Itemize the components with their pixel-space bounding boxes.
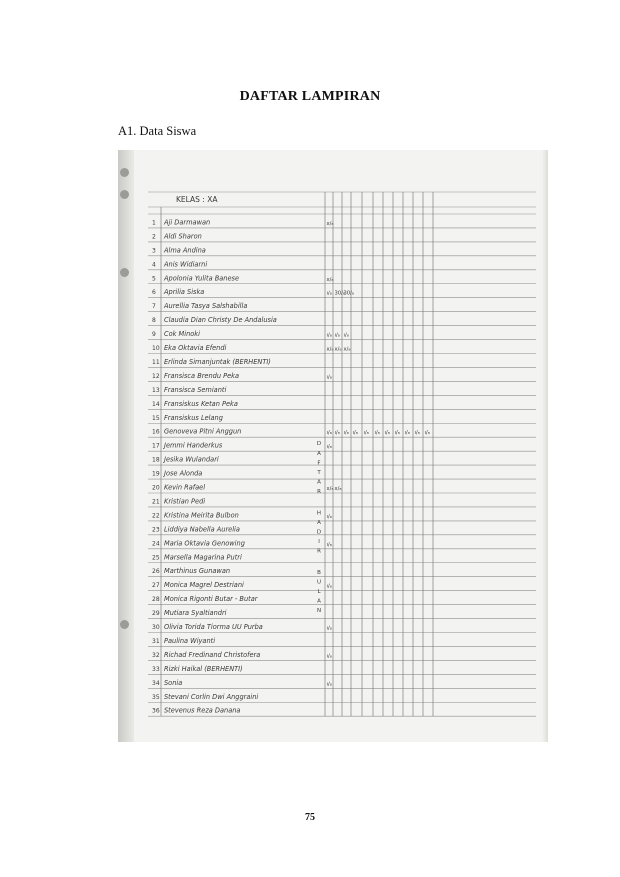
student-name: Monica Rigonti Butar - Butar: [164, 595, 258, 604]
student-name: Jesika Wulandari: [164, 455, 219, 464]
student-name: Alma Andina: [164, 246, 206, 255]
attendance-mark: ı/₈: [326, 444, 332, 451]
vertical-label-letter: T: [317, 470, 321, 476]
vertical-label: [316, 441, 321, 614]
student-name: Aurellia Tasya Salshabilla: [164, 302, 248, 311]
student-name: Maria Oktavia Genowing: [164, 539, 245, 548]
attendance-mark: ı/₈: [404, 430, 410, 437]
attendance-mark: x/₈: [326, 220, 334, 227]
vertical-label-letter: F: [317, 460, 321, 467]
student-name: Genoveva Pitni Anggun: [164, 427, 242, 436]
student-number: 4: [152, 261, 156, 269]
attendance-mark: ı/₈: [363, 430, 369, 437]
student-name: Rizki Haikal (BERHENTI): [164, 664, 243, 673]
vertical-label-letter: A: [317, 598, 321, 605]
student-name: Erlinda Simanjuntak (BERHENTI): [164, 357, 271, 366]
student-number: 11: [152, 358, 160, 366]
attendance-mark: ı/₈: [326, 430, 332, 437]
attendance-mark: 30/₈: [343, 290, 354, 297]
student-number: 14: [152, 400, 160, 408]
student-name: Olivia Torida Tiorma UU Purba: [164, 623, 263, 631]
vertical-label-letter: I: [318, 539, 320, 546]
student-name: Stevani Corlin Dwi Anggraini: [164, 692, 259, 701]
section-heading: A1. Data Siswa: [118, 124, 197, 138]
student-number: 9: [152, 331, 156, 339]
student-name: Marsella Magarina Putri: [164, 553, 242, 562]
student-name: Aji Darmawan: [164, 218, 211, 227]
student-number: 34: [152, 679, 160, 687]
student-number: 36: [152, 707, 160, 715]
vertical-label-letter: D: [316, 529, 322, 536]
student-number: 24: [152, 540, 160, 548]
student-number: 22: [152, 512, 160, 520]
student-number: 20: [152, 484, 160, 492]
student-name: Paulina Wiyanti: [164, 636, 216, 645]
attendance-mark: x/₈: [334, 346, 342, 353]
vertical-label-letter: A: [317, 519, 321, 526]
student-name: Stevenus Reza Danana: [164, 706, 241, 715]
attendance-mark: ı/₈: [326, 374, 332, 381]
student-number: 5: [152, 275, 156, 283]
student-number: 6: [152, 289, 156, 297]
vertical-label-letter: D: [316, 441, 322, 448]
student-number: 28: [152, 596, 160, 604]
attendance-mark: ı/₈: [352, 430, 358, 437]
page-number: 75: [305, 812, 315, 823]
vertical-label-letter: R: [317, 548, 321, 555]
class-label: KELAS : XA: [176, 195, 218, 204]
attendance-mark: x/₈: [343, 346, 351, 353]
vertical-label-letter: L: [317, 589, 321, 596]
attendance-grid: [118, 150, 548, 742]
student-name: Cok Minoki: [164, 330, 200, 339]
student-number: 33: [152, 665, 160, 673]
vertical-label-letter: H: [316, 510, 322, 517]
attendance-mark: ı/₈: [414, 430, 420, 437]
student-number: 3: [152, 247, 156, 255]
attendance-mark: ı/₈: [394, 430, 400, 437]
attendance-mark: ı/₈: [424, 430, 430, 437]
student-name: Kristina Meirita Bulbon: [164, 511, 239, 520]
student-number: 1: [152, 219, 156, 227]
student-name: Fransiskus Lelang: [164, 413, 223, 422]
student-number: 15: [152, 414, 160, 422]
student-name: Marthinus Gunawan: [164, 567, 231, 576]
attendance-mark: ı/₈: [326, 681, 332, 688]
student-number: 10: [152, 345, 160, 352]
attendance-mark: x/₈: [334, 486, 342, 492]
student-name: Mutiara Syaltiandri: [164, 609, 227, 618]
vertical-label-letter: B: [317, 569, 321, 576]
student-number: 26: [152, 568, 160, 576]
attendance-mark: ı/₈: [343, 332, 349, 339]
student-name: Monica Magrel Destriani: [164, 581, 244, 590]
attendance-mark: ı/₈: [343, 430, 349, 437]
student-name: Sonia: [164, 678, 183, 687]
student-name: Jemmi Handerkus: [164, 441, 223, 450]
vertical-label-letter: N: [316, 608, 322, 615]
student-name: Apolonia Yulita Banese: [164, 274, 240, 283]
student-name: Richad Fredinand Christofera: [164, 650, 261, 659]
student-name: Fransisca Brendu Peka: [164, 371, 240, 380]
vertical-label-letter: A: [317, 479, 321, 486]
attendance-mark: ı/₈: [334, 430, 340, 437]
student-number: 29: [152, 610, 160, 618]
student-rows: [152, 218, 277, 714]
student-number: 2: [152, 233, 156, 241]
student-number: 8: [152, 317, 156, 325]
vertical-label-letter: U: [316, 579, 322, 586]
attendance-mark: ı/₈: [326, 290, 332, 297]
student-name: Anis Widiarni: [164, 260, 208, 269]
attendance-mark: ı/₈: [326, 541, 332, 548]
attendance-mark: ı/₈: [326, 625, 332, 632]
student-number: 17: [152, 442, 160, 450]
student-number: 30: [152, 624, 160, 631]
student-number: 31: [152, 637, 160, 645]
attendance-mark: ı/₈: [326, 332, 332, 339]
attendance-mark: ı/₈: [326, 583, 332, 590]
student-name: Liddiya Nabella Aurelia: [164, 525, 240, 534]
attendance-mark: x/₈: [326, 346, 334, 353]
student-number: 23: [152, 526, 160, 534]
student-number: 32: [152, 651, 160, 659]
page-title: DAFTAR LAMPIRAN: [239, 89, 381, 104]
attendance-mark: ı/₈: [326, 513, 332, 520]
student-number: 35: [152, 693, 160, 701]
student-number: 12: [152, 372, 160, 380]
attendance-mark: ı/₈: [384, 430, 390, 437]
student-name: Eka Oktavia Efendi: [164, 344, 227, 352]
student-number: 25: [152, 554, 160, 562]
student-name: Aprilia Siska: [164, 288, 205, 297]
student-number: 19: [152, 470, 160, 478]
attendance-mark: ı/₈: [334, 332, 340, 339]
vertical-label-letter: R: [317, 489, 321, 496]
student-number: 18: [152, 456, 160, 464]
attendance-mark: x/₈: [326, 486, 334, 492]
attendance-mark: ı/₈: [326, 653, 332, 660]
student-name: Fransiskus Ketan Peka: [164, 399, 238, 408]
attendance-mark: 30/₈: [334, 290, 345, 297]
attendance-mark: ı/₈: [374, 430, 380, 437]
student-number: 27: [152, 582, 160, 590]
student-number: 13: [152, 386, 160, 394]
scanned-attendance-sheet: [118, 150, 548, 742]
student-name: Claudia Dian Christy De Andalusia: [164, 316, 277, 325]
student-number: 16: [152, 428, 160, 436]
student-number: 21: [152, 498, 160, 506]
student-name: Kristian Pedi: [164, 497, 206, 506]
student-number: 7: [152, 303, 156, 311]
student-name: Jose Alonda: [164, 469, 203, 478]
student-name: Aldi Sharon: [164, 232, 202, 241]
student-name: Fransisca Semianti: [164, 385, 227, 394]
attendance-mark: x/₈: [326, 276, 334, 283]
vertical-label-letter: A: [317, 450, 321, 457]
student-name: Kevin Rafael: [164, 483, 206, 492]
